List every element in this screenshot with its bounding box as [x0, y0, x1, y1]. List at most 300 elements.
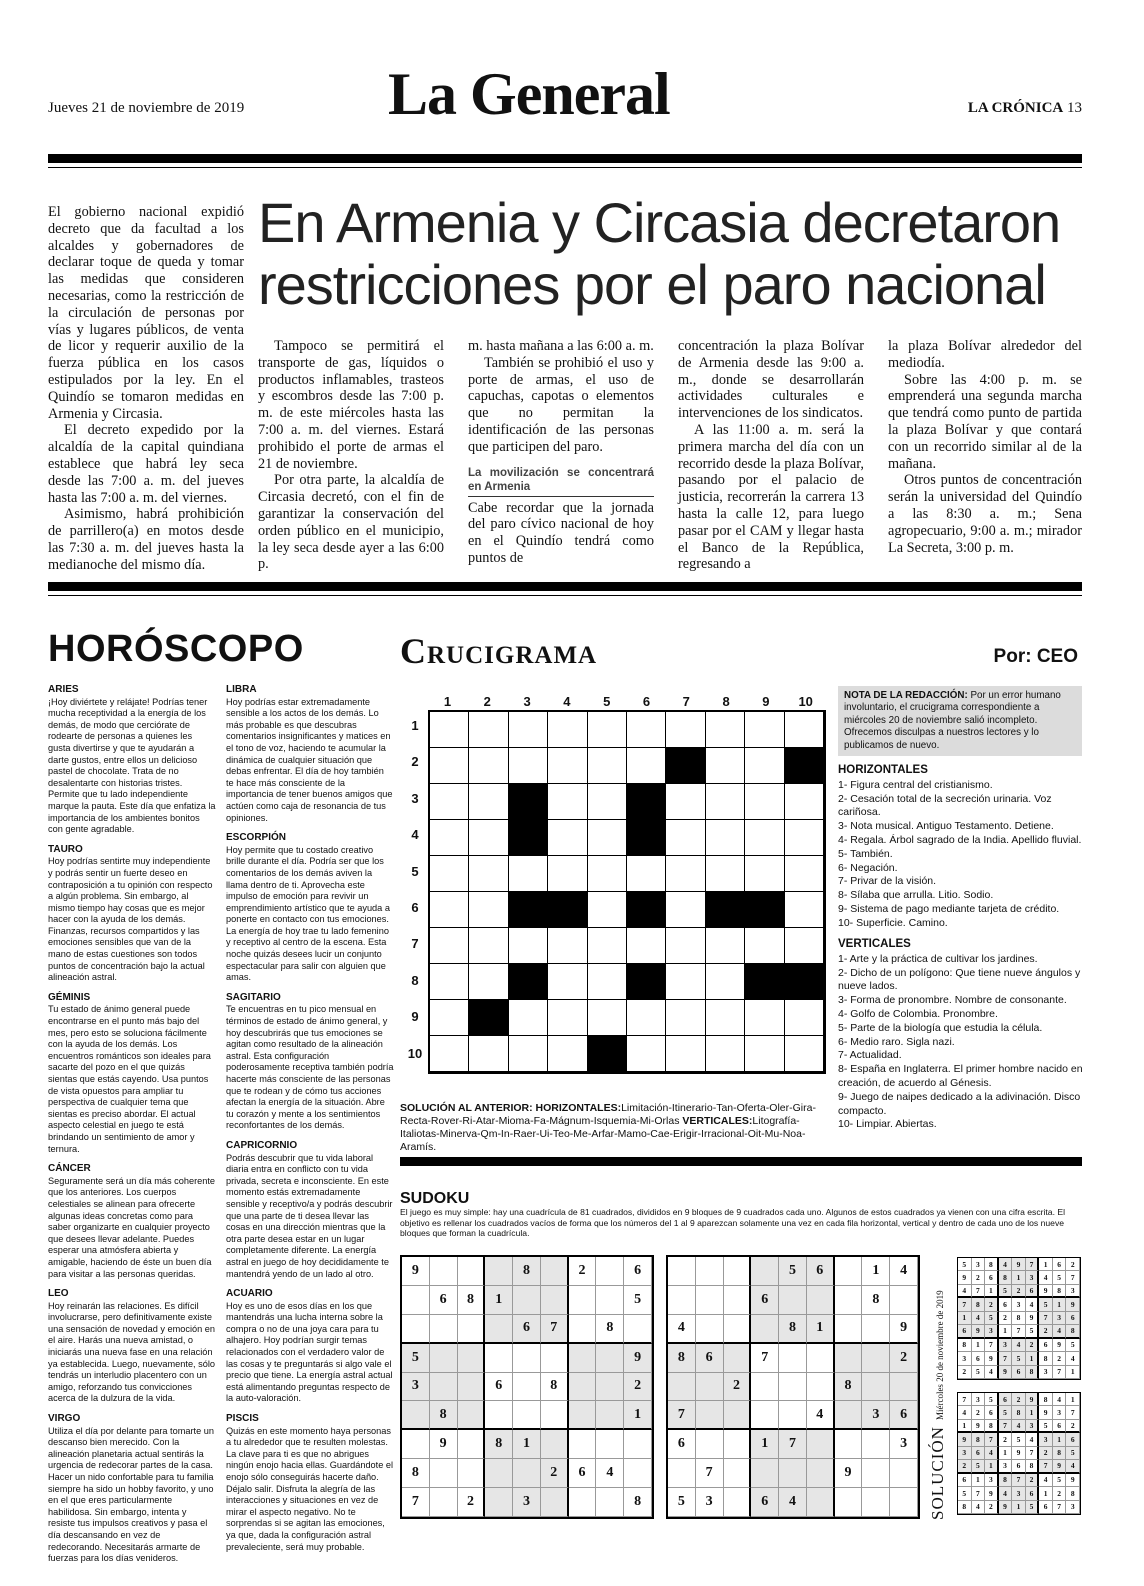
crossword-cell[interactable] — [588, 964, 627, 1000]
sudoku-cell[interactable]: 9 — [430, 1430, 458, 1459]
sudoku-cell[interactable] — [430, 1315, 458, 1344]
crossword-cell[interactable] — [588, 820, 627, 856]
sudoku-cell[interactable] — [724, 1401, 752, 1430]
sudoku-cell[interactable] — [668, 1459, 696, 1488]
sudoku-cell[interactable]: 2 — [890, 1344, 918, 1373]
sudoku-cell[interactable] — [751, 1315, 779, 1344]
sudoku-cell[interactable] — [779, 1373, 807, 1402]
sudoku-cell[interactable] — [624, 1430, 652, 1459]
crossword-cell[interactable] — [627, 712, 666, 748]
sudoku-cell[interactable] — [458, 1257, 486, 1286]
sudoku-cell[interactable] — [458, 1401, 486, 1430]
crossword-cell[interactable] — [430, 928, 469, 964]
sudoku-cell[interactable]: 5 — [402, 1344, 430, 1373]
sudoku-cell[interactable] — [596, 1401, 624, 1430]
crossword-cell[interactable] — [745, 748, 784, 784]
sudoku-cell[interactable] — [458, 1430, 486, 1459]
sudoku-cell[interactable]: 4 — [668, 1315, 696, 1344]
solution-cell: 3 — [1039, 1366, 1053, 1379]
sudoku-cell[interactable] — [696, 1286, 724, 1315]
sudoku-cell[interactable] — [696, 1257, 724, 1286]
sudoku-puzzle-1[interactable] — [400, 1255, 654, 1519]
sudoku-cell[interactable] — [724, 1257, 752, 1286]
sudoku-cell[interactable]: 3 — [402, 1373, 430, 1402]
horoscope-column-right — [226, 684, 394, 1561]
sudoku-cell[interactable]: 9 — [624, 1344, 652, 1373]
sudoku-cell[interactable] — [807, 1430, 835, 1459]
sudoku-cell[interactable]: 1 — [807, 1315, 835, 1344]
crossword-row-number: 3 — [411, 790, 419, 806]
crossword-cell[interactable] — [548, 820, 587, 856]
sudoku-cell[interactable]: 4 — [807, 1401, 835, 1430]
sudoku-cell[interactable] — [485, 1257, 513, 1286]
sudoku-cell[interactable]: 6 — [430, 1286, 458, 1315]
sudoku-cell[interactable] — [696, 1401, 724, 1430]
sudoku-cell[interactable]: 7 — [751, 1344, 779, 1373]
sudoku-cell[interactable] — [779, 1459, 807, 1488]
crossword-cell[interactable] — [745, 1036, 784, 1072]
sudoku-cell[interactable]: 9 — [402, 1257, 430, 1286]
solution-cell: 6 — [1066, 1312, 1080, 1325]
sudoku-cell[interactable]: 8 — [513, 1257, 541, 1286]
sudoku-cell[interactable] — [890, 1488, 918, 1517]
crossword-cell[interactable] — [469, 892, 508, 928]
crossword-cell[interactable] — [706, 820, 745, 856]
sudoku-cell[interactable] — [751, 1459, 779, 1488]
sudoku-cell[interactable] — [569, 1286, 597, 1315]
crossword-cell[interactable] — [785, 892, 824, 928]
crossword-cell[interactable] — [666, 928, 705, 964]
crossword-cell[interactable] — [469, 928, 508, 964]
sudoku-cell[interactable] — [485, 1344, 513, 1373]
editor-note — [838, 686, 1082, 756]
sudoku-cell[interactable] — [541, 1257, 569, 1286]
sudoku-cell[interactable] — [724, 1430, 752, 1459]
crossword-cell[interactable] — [509, 856, 548, 892]
crossword-cell[interactable] — [706, 1036, 745, 1072]
sudoku-cell[interactable]: 2 — [624, 1373, 652, 1402]
crossword-cell[interactable] — [588, 784, 627, 820]
crossword-cell[interactable] — [706, 748, 745, 784]
sudoku-cell[interactable]: 1 — [485, 1286, 513, 1315]
sudoku-cell[interactable] — [596, 1286, 624, 1315]
sudoku-cell[interactable] — [430, 1373, 458, 1402]
sudoku-cell[interactable] — [596, 1488, 624, 1517]
crossword-cell[interactable] — [666, 1036, 705, 1072]
crossword-cell[interactable] — [548, 748, 587, 784]
sudoku-cell[interactable] — [696, 1315, 724, 1344]
sudoku-cell[interactable] — [513, 1286, 541, 1315]
crossword-cell[interactable] — [548, 856, 587, 892]
crossword-cell[interactable] — [469, 856, 508, 892]
sudoku-cell[interactable] — [569, 1373, 597, 1402]
crossword-cell[interactable] — [785, 712, 824, 748]
crossword-cell[interactable] — [745, 820, 784, 856]
sudoku-cell[interactable]: 9 — [890, 1315, 918, 1344]
sudoku-cell[interactable] — [835, 1344, 863, 1373]
sudoku-cell[interactable]: 3 — [513, 1488, 541, 1517]
solution-cell: 2 — [1039, 1447, 1053, 1460]
crossword-cell[interactable] — [627, 1036, 666, 1072]
sudoku-cell[interactable] — [835, 1286, 863, 1315]
crossword-cell[interactable] — [666, 1000, 705, 1036]
sign-name: ACUARIO — [226, 1288, 273, 1300]
sudoku-cell[interactable]: 7 — [779, 1430, 807, 1459]
sudoku-cell[interactable] — [485, 1488, 513, 1517]
solution-cell: 7 — [1053, 1366, 1067, 1379]
sign-text: Hoy podrías sentirte muy independiente y podrás sentir un fuerte deseo en contraposición a tu opinión con respecto a algún problema. Sin embargo, al mismo tiempo hay cosas que es mejor hacer con la ayuda de los demás. Finanzas, recursos compartidos y las emociones sensibles que van de la mano de estas cuestiones son todos puntos de concentración bajo la actual alineación astral. — [48, 856, 213, 983]
clue: 5- También. — [838, 847, 893, 860]
sudoku-cell[interactable] — [724, 1459, 752, 1488]
sudoku-cell[interactable]: 6 — [751, 1488, 779, 1517]
sudoku-cell[interactable] — [513, 1373, 541, 1402]
sudoku-cell[interactable]: 1 — [513, 1430, 541, 1459]
sudoku-cell[interactable]: 8 — [624, 1488, 652, 1517]
crossword-cell[interactable] — [430, 856, 469, 892]
sudoku-cell[interactable] — [696, 1430, 724, 1459]
sudoku-cell[interactable] — [569, 1430, 597, 1459]
sudoku-cell[interactable]: 8 — [862, 1286, 890, 1315]
sudoku-cell[interactable]: 8 — [668, 1344, 696, 1373]
sudoku-cell[interactable] — [485, 1315, 513, 1344]
solution-cell: 5 — [1026, 1325, 1040, 1338]
sudoku-cell[interactable]: 8 — [779, 1315, 807, 1344]
sudoku-cell[interactable]: 6 — [624, 1257, 652, 1286]
crossword-cell[interactable] — [588, 928, 627, 964]
sudoku-cell[interactable] — [541, 1344, 569, 1373]
crossword-cell[interactable] — [430, 1036, 469, 1072]
solution-cell: 3 — [1039, 1433, 1053, 1446]
crossword-cell[interactable] — [548, 784, 587, 820]
sudoku-cell[interactable] — [596, 1344, 624, 1373]
sudoku-cell[interactable] — [724, 1344, 752, 1373]
sudoku-cell[interactable] — [890, 1373, 918, 1402]
sudoku-cell[interactable] — [458, 1315, 486, 1344]
sudoku-cell[interactable]: 1 — [751, 1430, 779, 1459]
sudoku-cell[interactable] — [402, 1315, 430, 1344]
sudoku-cell[interactable] — [513, 1459, 541, 1488]
sudoku-cell[interactable]: 2 — [724, 1373, 752, 1402]
crossword-cell[interactable] — [666, 856, 705, 892]
solution-cell: 4 — [1026, 1298, 1040, 1311]
sudoku-cell[interactable] — [862, 1315, 890, 1344]
sudoku-cell[interactable] — [430, 1488, 458, 1517]
solution-cell: 9 — [1066, 1474, 1080, 1487]
sign-text: Te encuentras en tu pico mensual en términos de estado de ánimo general, y hoy descubrirás que tus emociones se agitan como resultado de la alineación astral. Esta configuración poderosamente receptiva también podría hacerte más consciente de las personas que te rodean y de cómo tus acciones afectan la energía de la situación. Abre tu corazón y mente a los sentimientos reconfortantes de los demás. — [226, 1004, 394, 1131]
solution-cell: 8 — [985, 1258, 999, 1271]
sudoku-cell[interactable]: 8 — [402, 1459, 430, 1488]
sudoku-cell[interactable]: 2 — [541, 1459, 569, 1488]
sudoku-cell[interactable]: 9 — [835, 1459, 863, 1488]
solution-cell: 3 — [1053, 1312, 1067, 1325]
sudoku-cell[interactable] — [724, 1488, 752, 1517]
sudoku-cell[interactable] — [430, 1459, 458, 1488]
crossword-cell[interactable] — [548, 712, 587, 748]
sudoku-cell[interactable]: 8 — [541, 1373, 569, 1402]
body-paragraph: m. hasta mañana a las 6:00 a. m. — [468, 338, 654, 354]
sudoku-cell[interactable]: 6 — [513, 1315, 541, 1344]
sudoku-cell[interactable]: 5 — [668, 1488, 696, 1517]
crossword-cell[interactable] — [785, 820, 824, 856]
solution-cell: 6 — [1066, 1433, 1080, 1446]
sudoku-cell[interactable]: 4 — [890, 1257, 918, 1286]
sudoku-cell[interactable]: 1 — [862, 1257, 890, 1286]
crossword-cell[interactable] — [548, 928, 587, 964]
sudoku-cell[interactable] — [890, 1286, 918, 1315]
sudoku-cell[interactable]: 6 — [668, 1430, 696, 1459]
crossword-cell[interactable] — [509, 748, 548, 784]
crossword-cell[interactable] — [785, 856, 824, 892]
sudoku-cell[interactable] — [430, 1344, 458, 1373]
solution-cell: 4 — [1053, 1325, 1067, 1338]
solution-word: SOLUCIÓN — [928, 1426, 947, 1520]
sudoku-cell[interactable]: 8 — [596, 1315, 624, 1344]
crossword-cell[interactable] — [627, 856, 666, 892]
sudoku-cell[interactable] — [402, 1286, 430, 1315]
sudoku-cell[interactable] — [485, 1459, 513, 1488]
sudoku-cell[interactable] — [596, 1430, 624, 1459]
crossword-cell[interactable] — [745, 712, 784, 748]
sudoku-cell[interactable] — [807, 1488, 835, 1517]
clue: 1- Arte y la práctica de cultivar los jardines. — [838, 952, 1038, 965]
sudoku-cell[interactable]: 8 — [458, 1286, 486, 1315]
sudoku-cell[interactable] — [430, 1257, 458, 1286]
sudoku-cell[interactable] — [541, 1430, 569, 1459]
sudoku-cell[interactable] — [807, 1373, 835, 1402]
crossword-cell[interactable] — [666, 892, 705, 928]
sudoku-cell[interactable] — [513, 1344, 541, 1373]
crossword-cell[interactable] — [785, 784, 824, 820]
sudoku-cell[interactable]: 6 — [485, 1373, 513, 1402]
sudoku-cell[interactable] — [596, 1373, 624, 1402]
crossword-cell[interactable] — [588, 892, 627, 928]
clue: 2- Dicho de un polígono: Que tiene nueve ángulos y nueve lados. — [838, 966, 1081, 993]
sudoku-cell[interactable] — [751, 1257, 779, 1286]
crossword-cell[interactable] — [745, 784, 784, 820]
sudoku-cell[interactable] — [862, 1459, 890, 1488]
crossword-cell[interactable] — [588, 1000, 627, 1036]
crossword-cell[interactable] — [666, 784, 705, 820]
sudoku-cell[interactable] — [724, 1315, 752, 1344]
sudoku-cell[interactable]: 7 — [541, 1315, 569, 1344]
crossword-cell[interactable] — [666, 820, 705, 856]
sudoku-cell[interactable] — [862, 1488, 890, 1517]
crossword-cell[interactable] — [430, 748, 469, 784]
crossword-cell[interactable] — [469, 784, 508, 820]
solution-cell: 8 — [999, 1271, 1013, 1284]
crossword-cell[interactable] — [548, 1036, 587, 1072]
crossword-cell[interactable] — [785, 1000, 824, 1036]
sudoku-cell[interactable]: 6 — [569, 1459, 597, 1488]
solution-cell: 1 — [985, 1460, 999, 1473]
solution-cell: 1 — [1039, 1487, 1053, 1500]
solution-cell: 5 — [1039, 1420, 1053, 1433]
crossword-cell[interactable] — [706, 964, 745, 1000]
sudoku-cell[interactable] — [596, 1257, 624, 1286]
horoscope-column-left — [48, 684, 216, 1573]
sudoku-cell[interactable] — [890, 1459, 918, 1488]
crossword-cell[interactable] — [430, 964, 469, 1000]
crossword-cell[interactable] — [706, 928, 745, 964]
sudoku-cell[interactable] — [569, 1401, 597, 1430]
crossword-cell[interactable] — [469, 1036, 508, 1072]
crossword-cell[interactable] — [469, 712, 508, 748]
solution-cell: 6 — [972, 1447, 986, 1460]
sudoku-cell[interactable] — [835, 1315, 863, 1344]
sign-text: Tu estado de ánimo general puede encontrarse en el punto más bajo del mes, pero esto se soluciona fácilmente con la ayuda de los demás. Los encuentros románticos son ideales para sacarte del pozo en el que quizás sientas que estás cayendo. Usa puntos de vista opuestos para ampliar tu perspectiva de cualquier tema que sientas es preciso abordar. El actual aspecto celestial en juego te está brindando un sentimiento de amor y ternura. — [48, 1004, 211, 1154]
sudoku-puzzle-2[interactable] — [666, 1255, 920, 1519]
sudoku-cell[interactable]: 7 — [668, 1401, 696, 1430]
sudoku-cell[interactable] — [668, 1257, 696, 1286]
solution-cell: 1 — [999, 1325, 1013, 1338]
sudoku-cell[interactable]: 1 — [624, 1401, 652, 1430]
sudoku-cell[interactable] — [624, 1459, 652, 1488]
sudoku-cell[interactable]: 4 — [596, 1459, 624, 1488]
sudoku-cell[interactable] — [458, 1459, 486, 1488]
sudoku-cell[interactable]: 5 — [779, 1257, 807, 1286]
crossword-cell[interactable] — [430, 820, 469, 856]
sudoku-cell[interactable]: 2 — [569, 1257, 597, 1286]
sudoku-cell[interactable] — [724, 1286, 752, 1315]
sudoku-cell[interactable]: 7 — [402, 1488, 430, 1517]
crossword-cell[interactable] — [785, 928, 824, 964]
sudoku-cell[interactable] — [862, 1373, 890, 1402]
sudoku-cell[interactable]: 3 — [890, 1430, 918, 1459]
solution-cell: 3 — [985, 1474, 999, 1487]
sudoku-cell[interactable] — [485, 1401, 513, 1430]
crossword-cell[interactable] — [588, 856, 627, 892]
sudoku-cell[interactable] — [541, 1286, 569, 1315]
sudoku-cell[interactable]: 2 — [458, 1488, 486, 1517]
crossword-cell[interactable] — [627, 748, 666, 784]
solution-cell: 6 — [1026, 1285, 1040, 1298]
crossword-cell[interactable] — [666, 964, 705, 1000]
sudoku-cell[interactable] — [862, 1430, 890, 1459]
crossword-black-cell — [509, 784, 548, 820]
sudoku-cell[interactable] — [779, 1401, 807, 1430]
sudoku-cell[interactable]: 3 — [696, 1488, 724, 1517]
crossword-cell[interactable] — [430, 892, 469, 928]
solution-cell: 8 — [958, 1501, 972, 1514]
crossword-cell[interactable] — [469, 964, 508, 1000]
clue: 9- Sistema de pago mediante tarjeta de crédito. — [838, 902, 1060, 915]
sudoku-cell[interactable] — [624, 1315, 652, 1344]
crossword-cell[interactable] — [509, 712, 548, 748]
sudoku-cell[interactable] — [835, 1401, 863, 1430]
sudoku-cell[interactable] — [458, 1344, 486, 1373]
sudoku-cell[interactable]: 8 — [430, 1401, 458, 1430]
sudoku-cell[interactable] — [751, 1401, 779, 1430]
solution-cell: 7 — [1066, 1406, 1080, 1419]
solution-cell: 5 — [1026, 1501, 1040, 1514]
header-rule-thin — [48, 167, 1082, 168]
sudoku-cell[interactable] — [402, 1401, 430, 1430]
sudoku-cell[interactable] — [541, 1488, 569, 1517]
solution-cell: 7 — [999, 1420, 1013, 1433]
sudoku-cell[interactable] — [696, 1373, 724, 1402]
sudoku-cell[interactable] — [541, 1401, 569, 1430]
sudoku-cell[interactable]: 5 — [624, 1286, 652, 1315]
crossword-cell[interactable] — [469, 748, 508, 784]
sudoku-cell[interactable] — [779, 1344, 807, 1373]
crossword-cell[interactable] — [745, 928, 784, 964]
solution-cell: 8 — [1039, 1393, 1053, 1406]
sudoku-cell[interactable] — [458, 1373, 486, 1402]
sudoku-cell[interactable]: 6 — [890, 1401, 918, 1430]
sudoku-cell[interactable]: 8 — [835, 1373, 863, 1402]
crossword-cell[interactable] — [706, 856, 745, 892]
crossword-grid[interactable] — [428, 710, 826, 1074]
sudoku-cell[interactable] — [569, 1344, 597, 1373]
sudoku-cell[interactable] — [807, 1459, 835, 1488]
crossword-cell[interactable] — [509, 1000, 548, 1036]
sudoku-cell[interactable] — [835, 1257, 863, 1286]
crossword-cell[interactable] — [785, 1036, 824, 1072]
sudoku-cell[interactable] — [569, 1315, 597, 1344]
crossword-black-cell — [627, 784, 666, 820]
crossword-row-number: 10 — [407, 1045, 423, 1061]
sudoku-cell[interactable] — [862, 1344, 890, 1373]
sudoku-cell[interactable]: 8 — [485, 1430, 513, 1459]
crossword-cell[interactable] — [706, 784, 745, 820]
sudoku-cell[interactable]: 6 — [696, 1344, 724, 1373]
crossword-cell[interactable] — [509, 1036, 548, 1072]
sudoku-cell[interactable] — [751, 1373, 779, 1402]
sudoku-cell[interactable]: 7 — [696, 1459, 724, 1488]
sudoku-cell[interactable] — [402, 1430, 430, 1459]
sudoku-cell[interactable]: 3 — [862, 1401, 890, 1430]
crossword-cell[interactable] — [666, 712, 705, 748]
solution-cell: 2 — [1053, 1487, 1067, 1500]
sudoku-cell[interactable] — [835, 1430, 863, 1459]
crossword-black-cell — [785, 748, 824, 784]
sudoku-cell[interactable]: 4 — [779, 1488, 807, 1517]
sudoku-cell[interactable] — [807, 1286, 835, 1315]
horizontal-clues-title: HORIZONTALES — [838, 764, 928, 776]
sudoku-cell[interactable] — [569, 1488, 597, 1517]
solution-cell: 4 — [985, 1447, 999, 1460]
crossword-cell[interactable] — [706, 712, 745, 748]
sudoku-cell[interactable] — [668, 1286, 696, 1315]
crossword-cell[interactable] — [745, 1000, 784, 1036]
sudoku-cell[interactable] — [513, 1401, 541, 1430]
sudoku-cell[interactable]: 6 — [751, 1286, 779, 1315]
crossword-cell[interactable] — [430, 712, 469, 748]
crossword-cell[interactable] — [706, 1000, 745, 1036]
article-column-2 — [468, 338, 654, 567]
crossword-cell[interactable] — [548, 964, 587, 1000]
crossword-cell[interactable] — [588, 712, 627, 748]
sudoku-cell[interactable] — [779, 1286, 807, 1315]
crossword-cell[interactable] — [627, 1000, 666, 1036]
solution-cell: 6 — [1012, 1460, 1026, 1473]
crossword-cell[interactable] — [430, 784, 469, 820]
crossword-cell[interactable] — [548, 1000, 587, 1036]
solution-cell: 2 — [958, 1366, 972, 1379]
crossword-cell[interactable] — [509, 928, 548, 964]
crossword-author: Por: CEO — [993, 646, 1078, 667]
crossword-cell[interactable] — [745, 856, 784, 892]
sudoku-cell[interactable] — [668, 1373, 696, 1402]
crossword-cell[interactable] — [469, 820, 508, 856]
solution-cell: 5 — [985, 1393, 999, 1406]
sudoku-cell[interactable]: 6 — [807, 1257, 835, 1286]
sudoku-cell[interactable] — [807, 1344, 835, 1373]
crossword-cell[interactable] — [627, 928, 666, 964]
crossword-cell[interactable] — [588, 748, 627, 784]
crossword-cell[interactable] — [430, 1000, 469, 1036]
sudoku-cell[interactable] — [835, 1488, 863, 1517]
